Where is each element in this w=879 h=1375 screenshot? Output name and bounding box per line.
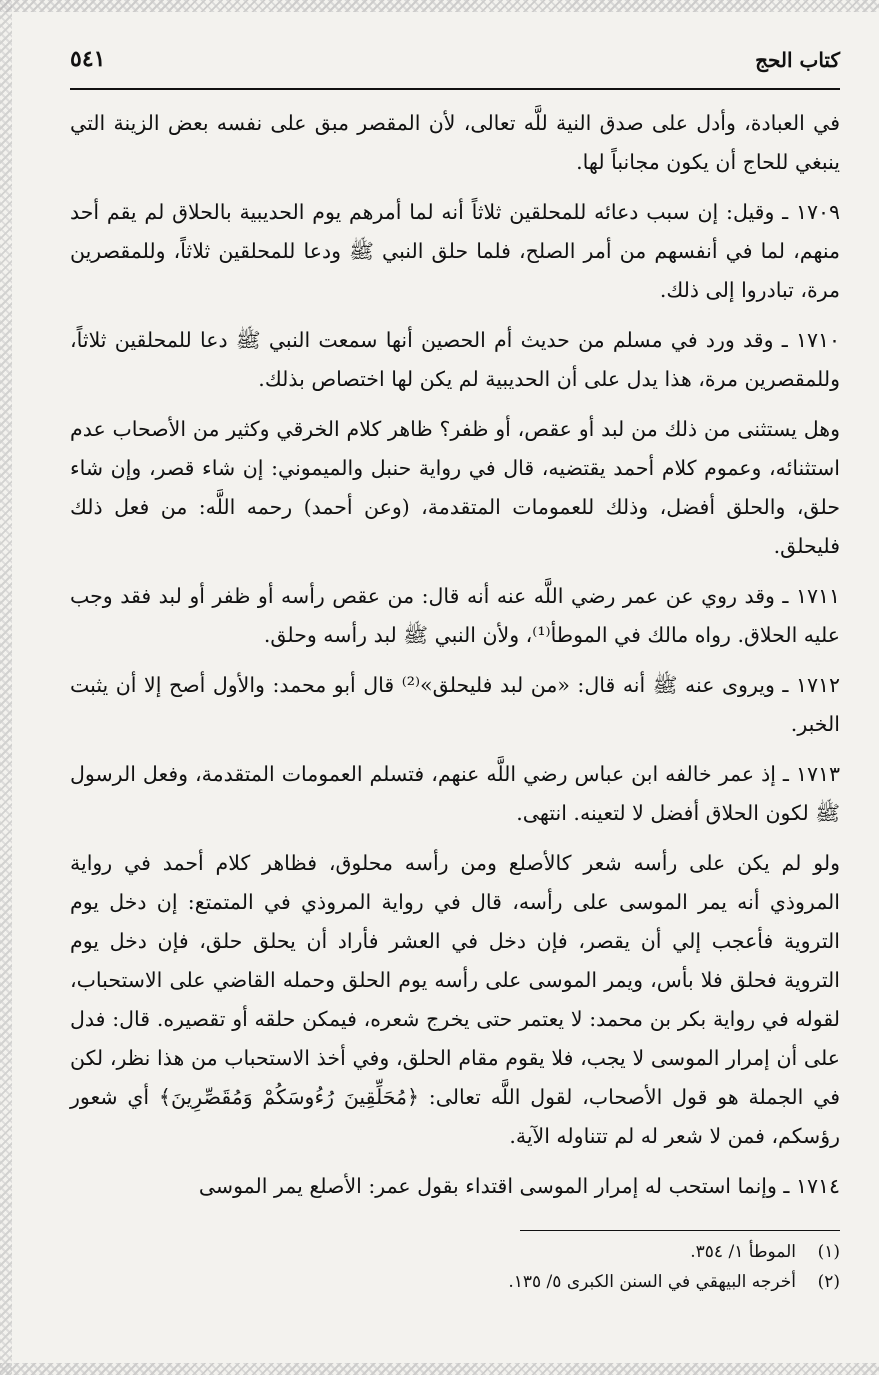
chapter-title: كتاب الحج — [755, 48, 840, 72]
decorative-border-bottom — [0, 1363, 879, 1375]
decorative-border-left — [0, 0, 12, 1375]
footnote — [70, 1237, 840, 1267]
paragraph: وهل يستثنى من ذلك من لبد أو عقص، أو ظفر؟ ظاهر كلام الخرقي وكثير من الأصحاب عدم استثنائه، وعموم كلام أحمد يقتضيه، قال في رواية حنبل والميموني: إن شاء قصر، وإن شاء حلق، والحلق أفضل، وذلك للعمومات المتقدمة، (وعن أحمد) رحمه اللَّه: من فعل ذلك فليحلق. — [70, 417, 840, 558]
footnotes — [70, 1230, 840, 1297]
decorative-border-top — [0, 0, 879, 12]
paragraph: ١٧١٠ ـ وقد ورد في مسلم من حديث أم الحصين أنها سمعت النبي ﷺ دعا للمحلقين ثلاثاً، وللمقصرين مرة، هذا يدل على أن الحديبية لم يكن لها اختصاص بذلك. — [70, 328, 840, 391]
paragraph: ١٧٠٩ ـ وقيل: إن سبب دعائه للمحلقين ثلاثاً أنه لما أمرهم يوم الحديبية بالحلاق لم يقم أحد منهم، لما في أنفسهم من أمر الصلح، فلما حلق النبي ﷺ ودعا للمحلقين ثلاثاً، وللمقصرين مرة، تبادروا إلى ذلك. — [70, 200, 840, 302]
paragraph: ١٧١٤ ـ وإنما استحب له إمرار الموسى اقتداء بقول عمر: الأصلع يمر الموسى — [198, 1174, 840, 1198]
running-header — [70, 40, 840, 90]
footnote-divider — [520, 1230, 840, 1231]
paragraph: ١٧١٣ ـ إذ عمر خالفه ابن عباس رضي اللَّه عنهم، فتسلم العمومات المتقدمة، وفعل الرسول ﷺ لكون الحلاق أفضل لا لتعينه. انتهى. — [70, 762, 840, 825]
footnote-text: أخرجه البيهقي في السنن الكبرى ٥/ ١٣٥. — [508, 1272, 796, 1292]
paragraph: ولو لم يكن على رأسه شعر كالأصلع ومن رأسه محلوق، فظاهر كلام أحمد في رواية المروذي أنه يمر الموسى على رأسه، قال في رواية المروذي في المتمتع: إن دخل يوم التروية فأعجب إلي أن يقصر، فإن دخل في العشر فأراد أن يحلق حلق، فإن دخل يوم التروية فحلق فلا بأس، ويمر الموسى على رأسه يوم الحلق وحمله القاضي على الاستحباب، لقوله في رواية بكر بن محمد: لا يعتمر حتى يخرج شعره، فيمكن حلقه أو تقصيره. قال: فدل على أن إمرار الموسى لا يجب، فلا يقوم مقام الحلق، وفي أخذ الاستحباب من هذا نظر، لكن في الجملة هو قول الأصحاب، لقول اللَّه تعالى: ﴿مُحَلِّقِينَ رُءُوسَكُمْ وَمُقَصِّرِينَ﴾ أي شعور رؤسكم، فمن لا شعر له لم تتناوله الآية. — [70, 851, 840, 1148]
footnote — [70, 1267, 840, 1297]
paragraph: في العبادة، وأدل على صدق النية للَّه تعالى، لأن المقصر مبق على نفسه بعض الزينة التي ينبغي للحاج أن يكون مجانباً لها. — [70, 111, 840, 174]
book-page — [70, 40, 840, 1330]
footnote-number: (١) — [817, 1242, 840, 1262]
page-number: ٥٤١ — [70, 46, 106, 72]
footnote-text: الموطأ ١/ ٣٥٤. — [690, 1242, 796, 1262]
body-text — [70, 104, 840, 1206]
footnote-number: (٢) — [817, 1272, 840, 1292]
paragraph: ١٧١١ ـ وقد روي عن عمر رضي اللَّه عنه أنه قال: من عقص رأسه أو ظفر أو لبد فقد وجب عليه الحلاق. رواه مالك في الموطأ⁽¹⁾، ولأن النبي ﷺ لبد رأسه وحلق. — [70, 584, 840, 647]
paragraph: ١٧١٢ ـ ويروى عنه ﷺ أنه قال: «من لبد فليحلق»⁽²⁾ قال أبو محمد: والأول أصح إلا أن يثبت الخبر. — [70, 673, 840, 736]
